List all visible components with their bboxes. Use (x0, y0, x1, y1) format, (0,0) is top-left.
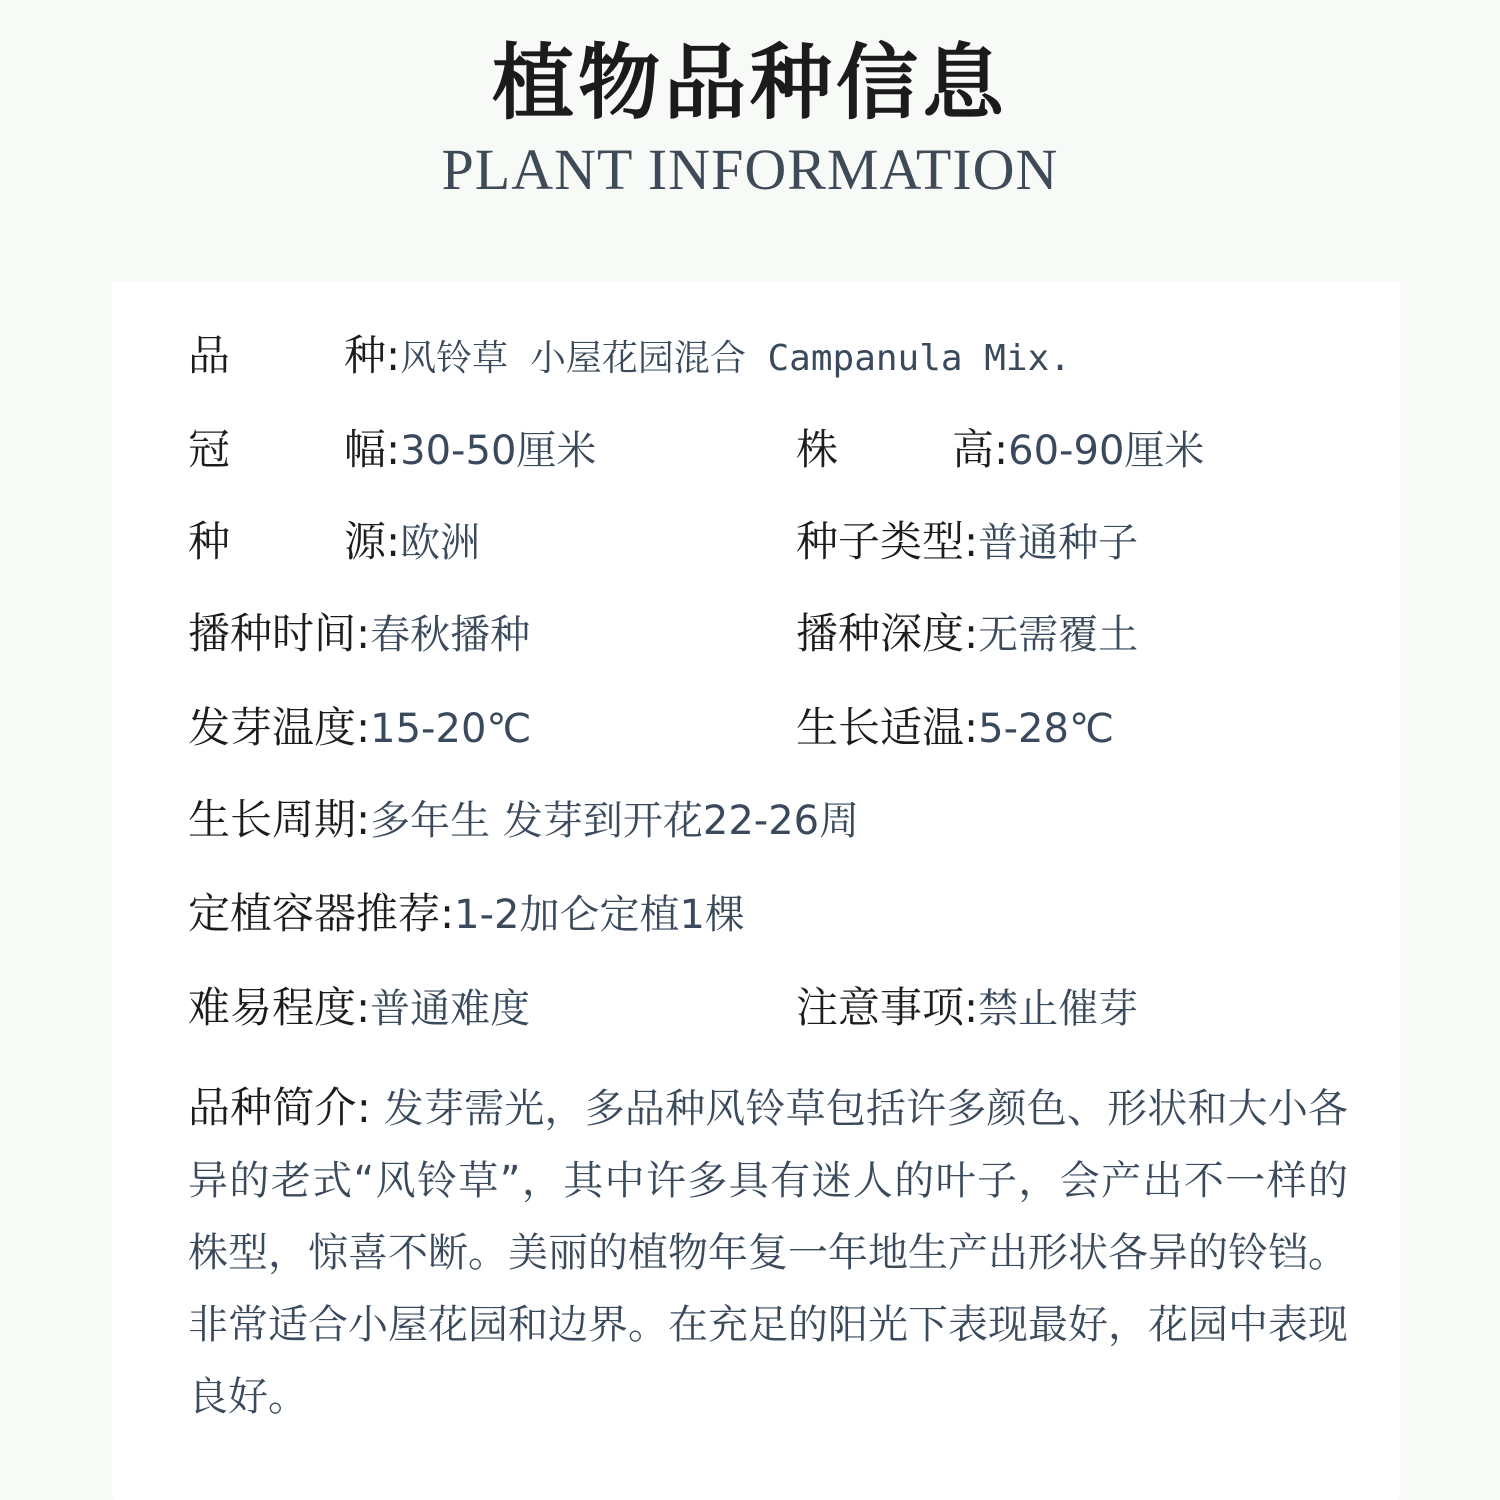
variety-value: 风铃草 小屋花园混合 Campanula Mix. (400, 338, 1071, 379)
difficulty-value: 普通难度 (370, 986, 531, 1032)
crown-field (188, 420, 596, 480)
growth-temp-value: 5-28℃ (978, 706, 1114, 752)
temperature-row (188, 698, 1348, 758)
growth-cycle-row (188, 790, 1348, 850)
notes-value: 禁止催芽 (978, 986, 1139, 1032)
difficulty-field (188, 978, 530, 1038)
container-label: 定植容器推荐: (188, 889, 455, 938)
origin-seedtype-row (188, 512, 1348, 572)
variety-label: 品 种 (188, 331, 386, 380)
height-colon: : (994, 425, 1009, 474)
germination-temp-field (188, 698, 531, 758)
sowing-row (188, 604, 1348, 664)
height-value: 60-90厘米 (1008, 428, 1205, 474)
container-value: 1-2加仑定植1棵 (454, 892, 745, 938)
sowing-depth-field (796, 604, 1138, 664)
growth-cycle-label: 生长周期: (188, 795, 371, 844)
difficulty-notes-row (188, 978, 1348, 1038)
seed-type-label: 种子类型: (796, 517, 979, 566)
notes-label: 注意事项: (796, 983, 979, 1032)
origin-label: 种 源 (188, 517, 386, 566)
height-field (796, 420, 1204, 480)
description-text: 发芽需光，多品种风铃草包括许多颜色、形状和大小各异的老式“风铃草”，其中许多具有迷人的叶子，会产出不一样的株型，惊喜不断。美丽的植物年复一年地生产出形状各异的铃铛。非常适合小屋花园和边界。在充足的阳光下表现最好，花园中表现良好。 (188, 1086, 1348, 1420)
germination-temp-label: 发芽温度: (188, 703, 371, 752)
crown-colon: : (386, 425, 401, 474)
page-subtitle: PLANT INFORMATION (441, 137, 1059, 202)
difficulty-label: 难易程度: (188, 983, 371, 1032)
container-field (188, 884, 745, 944)
growth-cycle-field (188, 790, 859, 850)
growth-cycle-value: 多年生 发芽到开花22-26周 (370, 798, 860, 844)
seed-type-value: 普通种子 (978, 520, 1139, 566)
variety-field (188, 326, 1071, 386)
sowing-depth-value: 无需覆土 (978, 612, 1139, 658)
origin-value: 欧洲 (400, 520, 481, 566)
seed-type-field (796, 512, 1138, 572)
sowing-time-label: 播种时间: (188, 609, 371, 658)
germination-temp-value: 15-20℃ (370, 706, 532, 752)
growth-temp-label: 生长适温: (796, 703, 979, 752)
origin-field (188, 512, 480, 572)
growth-temp-field (796, 698, 1114, 758)
crown-height-row (188, 420, 1348, 480)
origin-colon: : (386, 517, 401, 566)
description-label: 品种简介: (188, 1083, 371, 1132)
crown-value: 30-50厘米 (400, 428, 597, 474)
page-title: 植物品种信息 (491, 36, 1008, 131)
variety-row (188, 326, 1348, 386)
container-row (188, 884, 1348, 944)
sowing-depth-label: 播种深度: (796, 609, 979, 658)
notes-field (796, 978, 1138, 1038)
sowing-time-value: 春秋播种 (370, 612, 531, 658)
crown-label: 冠 幅 (188, 425, 386, 474)
height-label: 株 高 (796, 425, 994, 474)
variety-colon: : (386, 331, 401, 380)
sowing-time-field (188, 604, 530, 664)
variety-description (188, 1072, 1348, 1433)
